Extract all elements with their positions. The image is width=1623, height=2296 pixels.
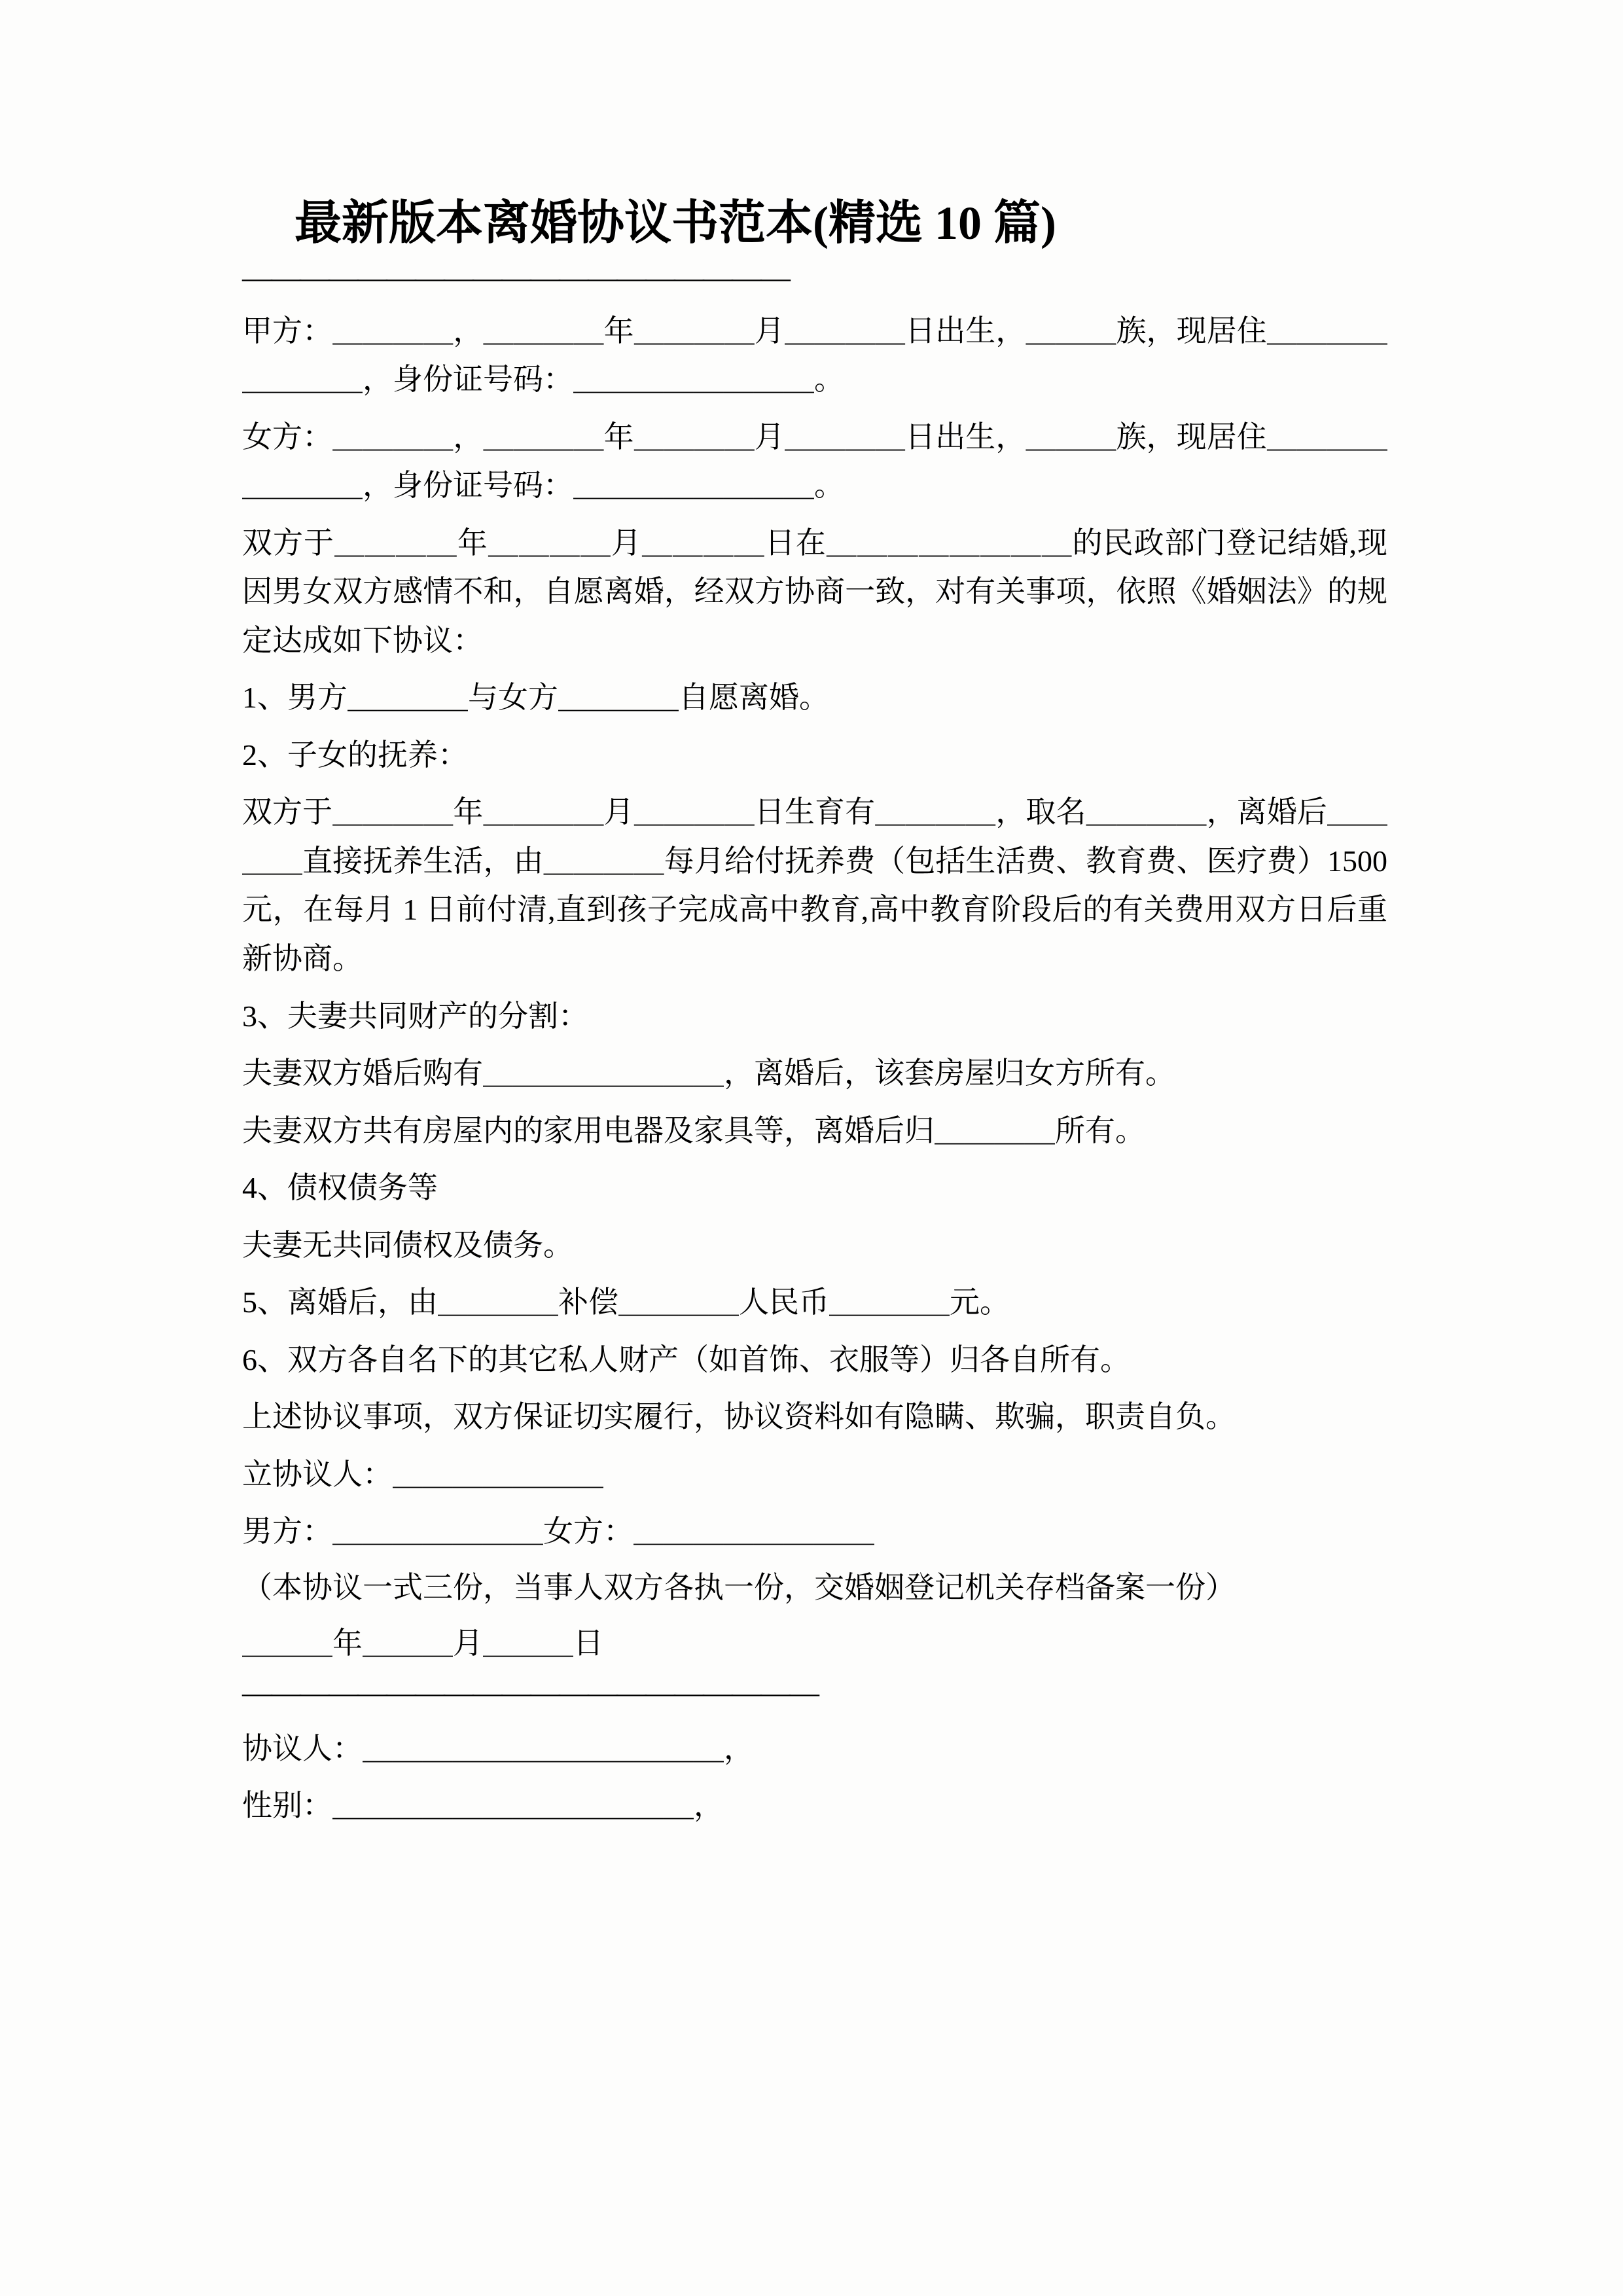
closing-statement: 上述协议事项，双方保证切实履行，协议资料如有隐瞒、欺骗，职责自负。 [242, 1400, 1236, 1434]
divider-bottom: ———————————————————— [242, 1675, 818, 1709]
paragraph-preamble: 双方于＿＿＿＿年＿＿＿＿月＿＿＿＿日在＿＿＿＿＿＿＿＿的民政部门登记结婚,现因男女双方感情不和，自愿离婚，经双方协商一致，对有关事项，依照《婚姻法》的规定达成如下协议： [242, 526, 1387, 657]
gender-line: 性别：＿＿＿＿＿＿＿＿＿＿＿＿， [242, 1789, 724, 1823]
clause-3-heading: 3、夫妻共同财产的分割： [242, 999, 588, 1033]
clause-6: 6、双方各自名下的其它私人财产（如首饰、衣服等）归各自所有。 [242, 1342, 1130, 1376]
paragraph-party-b: 女方：＿＿＿＿，＿＿＿＿年＿＿＿＿月＿＿＿＿日出生，＿＿＿族，现居住＿＿＿＿＿＿＿＿，身份证号码：＿＿＿＿＿＿＿＿。 [242, 420, 1387, 503]
clause-3-house: 夫妻双方婚后购有＿＿＿＿＿＿＿＿，离婚后，该套房屋归女方所有。 [242, 1056, 1175, 1090]
signer-line: 立协议人：＿＿＿＿＿＿＿ [242, 1457, 603, 1491]
clause-2-heading: 2、子女的抚养： [242, 738, 468, 772]
agreement-person-line: 协议人：＿＿＿＿＿＿＿＿＿＿＿＿， [242, 1731, 754, 1765]
date-line: ＿＿＿年＿＿＿月＿＿＿日 [242, 1626, 603, 1660]
clause-5: 5、离婚后，由＿＿＿＿补偿＿＿＿＿人民币＿＿＿＿元。 [242, 1285, 1010, 1319]
divider-top: ——————————————————— [242, 260, 789, 294]
clause-3-goods: 夫妻双方共有房屋内的家用电器及家具等，离婚后归＿＿＿＿所有。 [242, 1113, 1145, 1147]
clause-2-body: 双方于＿＿＿＿年＿＿＿＿月＿＿＿＿日生育有＿＿＿＿，取名＿＿＿＿，离婚后＿＿＿＿直接抚养生活，由＿＿＿＿每月给付抚养费（包括生活费、教育费、医疗费）1500 元，在每月 1 日前付清,直到孩子完成高中教育,高中教育阶段后的有关费用双方日后重新协商。 [242, 795, 1387, 975]
copies-note: （本协议一式三份，当事人双方各执一份，交婚姻登记机关存档备案一份） [242, 1570, 1236, 1604]
clause-4-body: 夫妻无共同债权及债务。 [242, 1228, 573, 1262]
clause-1: 1、男方＿＿＿＿与女方＿＿＿＿自愿离婚。 [242, 681, 829, 715]
clause-4-heading: 4、债权债务等 [242, 1171, 438, 1205]
page-title: 最新版本离婚协议书范本(精选 10 篇) [294, 197, 1056, 249]
paragraph-party-a: 甲方：＿＿＿＿，＿＿＿＿年＿＿＿＿月＿＿＿＿日出生，＿＿＿族，现居住＿＿＿＿＿＿＿＿，身份证号码：＿＿＿＿＿＿＿＿。 [242, 314, 1387, 397]
signature-line: 男方：＿＿＿＿＿＿＿女方：＿＿＿＿＿＿＿＿ [242, 1515, 874, 1549]
